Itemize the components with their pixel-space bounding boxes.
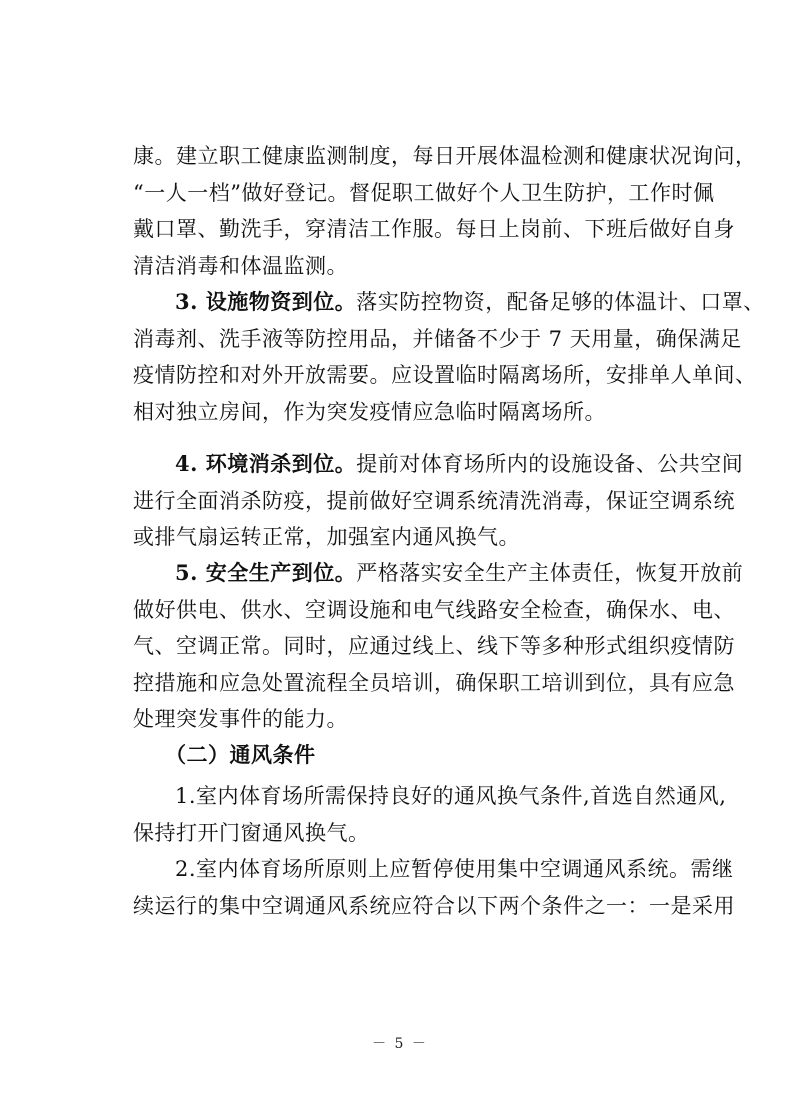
text-line: 做好供电、供水、空调设施和电气线路安全检查，确保水、电、 [133, 597, 735, 622]
paragraph-environment-disinfection [133, 446, 744, 556]
text-line: 消毒剂、洗手液等防控用品，并储备不少于 7 天用量，确保满足 [133, 326, 742, 351]
text-line: 续运行的集中空调通风系统应符合以下两个条件之一：一是采用 [133, 893, 735, 918]
paragraph-text: 提前对体育场所内的设施设备、公共空间 [356, 452, 744, 476]
paragraph-central-ac [133, 851, 735, 924]
text-line: “一人一档”做好登记。督促职工做好个人卫生防护，工作时佩 [133, 180, 715, 205]
text-line: 或排气扇运转正常，加强室内通风换气。 [133, 525, 520, 549]
text-line: 保持打开门窗通风换气。 [133, 820, 370, 845]
text-line: 1.室内体育场所需保持良好的通风换气条件,首选自然通风, [175, 784, 727, 808]
text-line [133, 446, 744, 483]
paragraph-heading: 4. 环境消杀到位。 [175, 451, 357, 476]
text-line: 处理突发事件的能力。 [133, 707, 348, 731]
section-heading-ventilation [133, 737, 683, 774]
text-line: 相对独立房间，作为突发疫情应急临时隔离场所。 [133, 399, 606, 424]
section-heading: （二）通风条件 [165, 742, 316, 767]
paragraph-health-monitoring [133, 138, 757, 284]
paragraph-text: 落实防控物资，配备足够的体温计、口罩、 [356, 290, 765, 314]
text-line: 疫情防控和对外开放需要。应设置临时隔离场所，安排单人单间、 [133, 363, 757, 387]
paragraph-heading: 3. 设施物资到位。 [175, 289, 357, 314]
text-line: 清洁消毒和体温监测。 [133, 253, 348, 278]
paragraph-safety-production [133, 555, 744, 738]
page-number: － 5 － [372, 1036, 428, 1052]
text-line: 康。建立职工健康监测制度，每日开展体温检测和健康状况询问， [133, 144, 757, 168]
text-line: 进行全面消杀防疫，提前做好空调系统清洗消毒，保证空调系统 [133, 488, 735, 513]
text-line [133, 284, 765, 321]
text-line [133, 555, 744, 592]
text-line: 戴口罩、勤洗手，穿清洁工作服。每日上岗前、下班后做好自身 [133, 217, 735, 241]
paragraph-natural-ventilation [133, 778, 727, 851]
paragraph-text: 严格落实安全生产主体责任，恢复开放前 [356, 561, 744, 585]
text-line: 2.室内体育场所原则上应暂停使用集中空调通风系统。需继 [175, 857, 734, 881]
paragraph-facilities-supplies [133, 284, 765, 430]
text-line: 控措施和应急处置流程全员培训，确保职工培训到位，具有应急 [133, 670, 735, 695]
text-line: 气、空调正常。同时，应通过线上、线下等多种形式组织疫情防 [133, 634, 735, 658]
paragraph-heading: 5. 安全生产到位。 [175, 560, 357, 585]
